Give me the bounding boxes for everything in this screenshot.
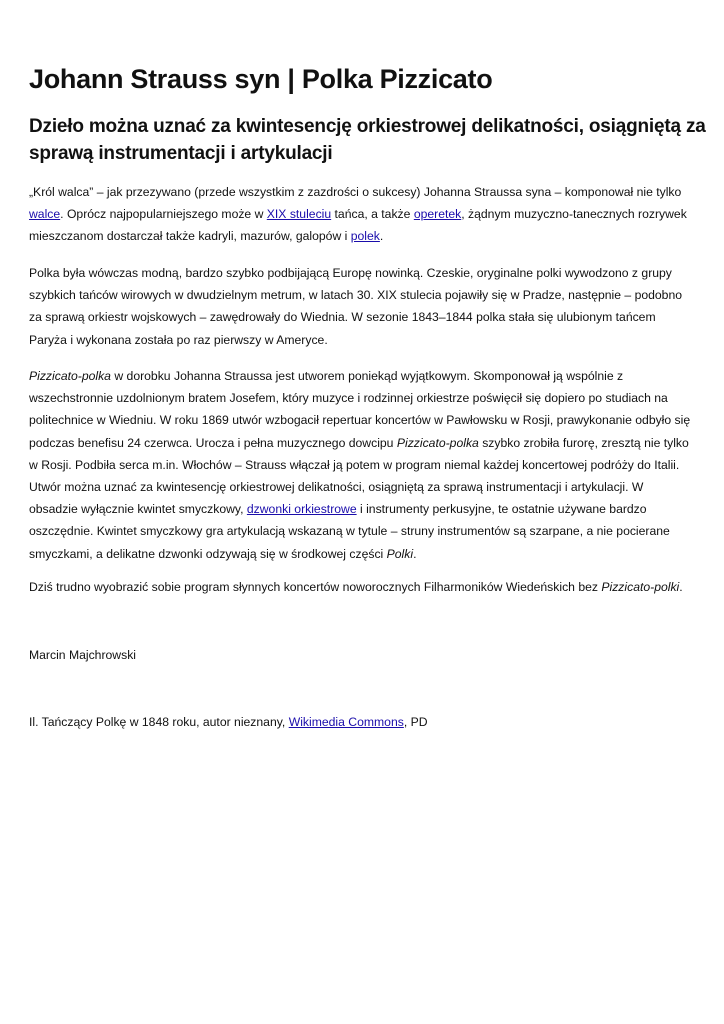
- link-wikimedia-commons[interactable]: Wikimedia Commons: [288, 715, 404, 729]
- italic-title: Polki: [386, 546, 414, 561]
- text-span: , PD: [403, 715, 428, 729]
- text-span: , żądnym muzyczno-tanecznych rozrywek mieszczanom dostarczał także kadryli, mazurów, galopów i: [29, 207, 687, 244]
- text-span: .: [413, 546, 417, 561]
- italic-title: Pizzicato-polka: [396, 435, 479, 450]
- link-walce[interactable]: walce: [29, 207, 61, 222]
- text-span: tańca, a także: [331, 207, 414, 222]
- text-span: Il. Tańczący Polkę w 1848 roku, autor nieznany,: [29, 715, 289, 729]
- page-subtitle: Dzieło można uznać za kwintesencję orkiestrowej delikatności, osiągniętą za sprawą instrumentacji i artykulacji: [29, 116, 706, 164]
- italic-title: Pizzicato-polka: [29, 369, 111, 383]
- paragraph-intro: [29, 181, 695, 248]
- link-xix-stulecie[interactable]: XIX stuleciu: [266, 207, 332, 222]
- paragraph-pizzicato: [29, 365, 695, 565]
- text-span: i instrumenty perkusyjne, te ostatnie używane bardzo oszczędnie. Kwintet smyczkowy gra artykulacją wskazaną w tytule – struny instrumentów są szarpane, a nie pocierane smyczkami, a delikatne dzwonki odzywają się w środkowej części: [29, 502, 670, 561]
- page-title: Johann Strauss syn | Polka Pizzicato: [29, 64, 493, 94]
- link-operetki[interactable]: operetek: [413, 207, 462, 222]
- text-span: .: [379, 229, 384, 244]
- image-caption: [29, 711, 695, 733]
- text-span: w dorobku Johanna Straussa jest utworem poniekąd wyjątkowym. Skomponował ją wspólnie z wszechstronnie uzdolnionym bratem Josefem, który muzyce i rodzinnej orkiestrze poświęcił się dopiero po studiach na politechnice w Wiedniu. W roku 1869 utwór wzbogacił repertuar koncertów w Pawłowsku w Rosji, prawykonanie odbyło się podczas benefisu 24 czerwca. Urocza i pełna muzycznego dowcipu: [29, 369, 691, 450]
- text-span: szybko zrobiła furorę, zresztą nie tylko w Rosji. Podbiła serca m.in. Włochów – Strauss włączał ją potem w program niemal każdej koncertowej podróży do Italii. Utwór można uznać za kwintesencję orkiestrowej delikatności, osiągniętą za sprawą instrumentacji i artykulacji. W obsadzie wyłącznie kwintet smyczkowy,: [29, 435, 689, 517]
- link-polki[interactable]: polek: [350, 229, 380, 244]
- text-span: „Król walca” – jak przezywano (przede wszystkim z zazdrości o sukcesy) Johanna Straussa syna – komponował nie tylko: [29, 185, 682, 199]
- author-name: Marcin Majchrowski: [29, 648, 136, 662]
- link-dzwonki-orkiestrowe[interactable]: dzwonki orkiestrowe: [246, 502, 357, 517]
- paragraph-new-year-concert: [29, 576, 695, 598]
- paragraph-polka-history: Polka była wówczas modną, bardzo szybko podbijającą Europę nowinką. Czeskie, oryginalne polki wywodzono z grupy szybkich tańców wirowych w dwudzielnym metrum, w latach 30. XIX stulecia pojawiły się w Pradze, następnie – podobno za sprawą orkiestr wojskowych – zawędrowały do Wiednia. W sezonie 1843–1844 polka stała się ulubionym tańcem Paryża i wykonana została po raz pierwszy w Ameryce.: [29, 266, 683, 347]
- text-span: .: [679, 580, 683, 594]
- text-span: . Oprócz najpopularniejszego może w: [60, 207, 267, 222]
- text-span: Dziś trudno wyobrazić sobie program słynnych koncertów noworocznych Filharmoników Wiedeńskich bez: [29, 580, 602, 594]
- italic-title: Pizzicato-polki: [601, 580, 680, 594]
